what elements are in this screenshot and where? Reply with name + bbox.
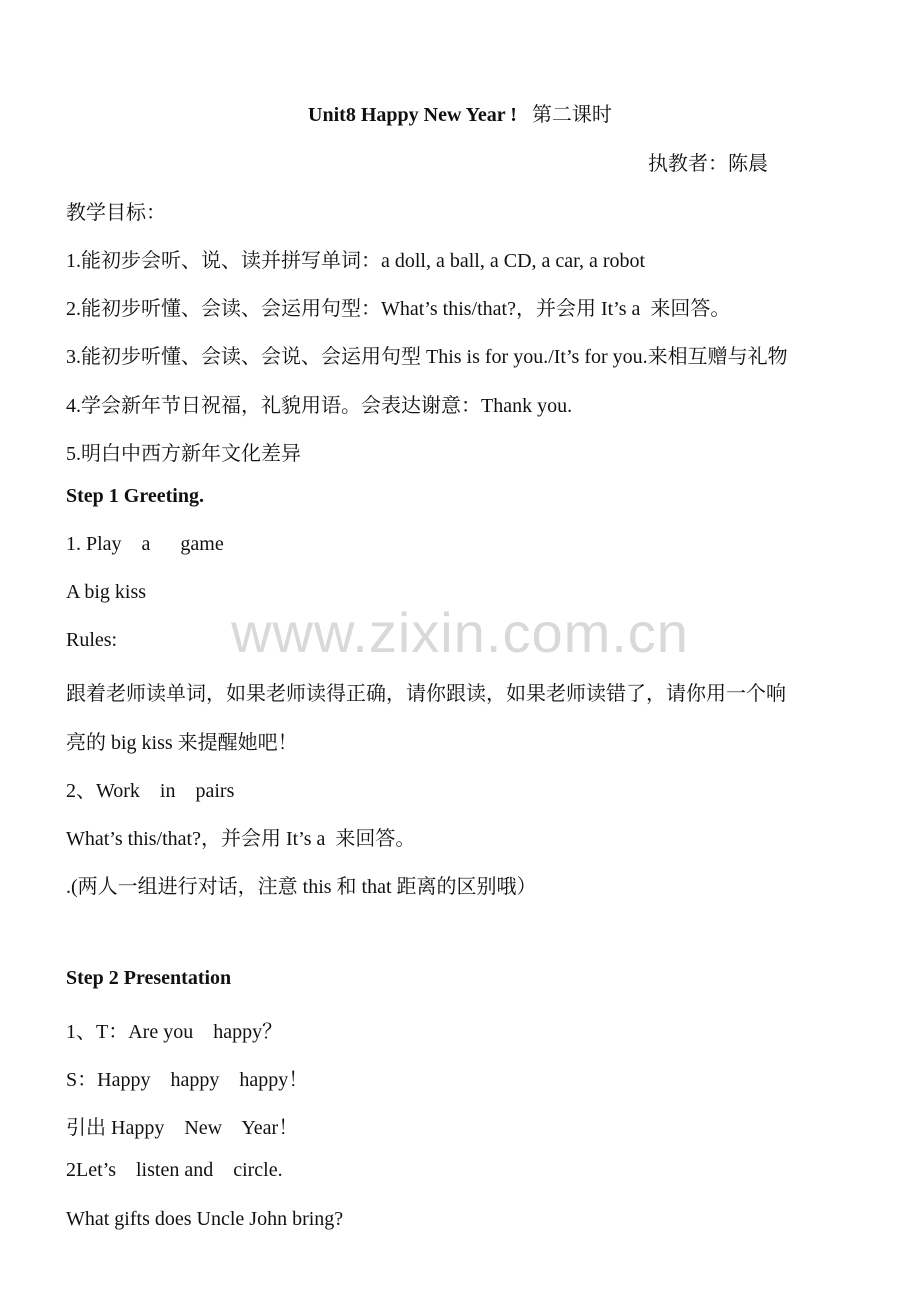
- step1-item1: 1. Play a game: [66, 533, 224, 555]
- step2-line: S：Happy happy happy！: [66, 1069, 309, 1091]
- pairs-text-line2: .(两人一组进行对话，注意 this 和 that 距离的区别哦）: [66, 876, 537, 898]
- step1-heading: Step 1 Greeting.: [66, 485, 204, 507]
- document-title: [0, 98, 920, 127]
- title-sub: 第二课时: [516, 104, 612, 126]
- step2-line: What gifts does Uncle John bring?: [66, 1208, 344, 1230]
- rules-text-line2: 亮的 big kiss 来提醒她吧！: [66, 732, 298, 754]
- objective-item: 2.能初步听懂、会读、会运用句型：What’s this/that?，并会用 It’s a 来回答。: [66, 298, 731, 320]
- step1-item2: 2、Work in pairs: [66, 780, 235, 802]
- step2-line: 1、T：Are you happy？: [66, 1021, 283, 1043]
- objective-item: 1.能初步会听、说、读并拼写单词：a doll, a ball, a CD, a car, a robot: [66, 250, 646, 272]
- title-main: Unit8 Happy New Year !: [308, 104, 517, 126]
- step2-line: 2Let’s listen and circle.: [66, 1159, 283, 1181]
- teacher-name: 执教者：陈晨: [648, 153, 768, 175]
- objectives-heading: 教学目标：: [66, 202, 166, 224]
- watermark: www.zixin.com.cn: [231, 601, 689, 664]
- game-name: A big kiss: [66, 581, 147, 603]
- rules-text-line1: 跟着老师读单词，如果老师读得正确，请你跟读，如果老师读错了，请你用一个响: [66, 683, 786, 705]
- objective-item: 5.明白中西方新年文化差异: [66, 443, 301, 465]
- objective-item: 4.学会新年节日祝福，礼貌用语。会表达谢意：Thank you.: [66, 395, 573, 417]
- step2-line: 引出 Happy New Year！: [66, 1117, 299, 1139]
- objective-item: 3.能初步听懂、会读、会说、会运用句型 This is for you./It’s for you.来相互赠与礼物: [66, 346, 788, 368]
- pairs-text-line1: What’s this/that?，并会用 It’s a 来回答。: [66, 828, 416, 850]
- rules-label: Rules:: [66, 629, 118, 651]
- step2-heading: Step 2 Presentation: [66, 967, 232, 989]
